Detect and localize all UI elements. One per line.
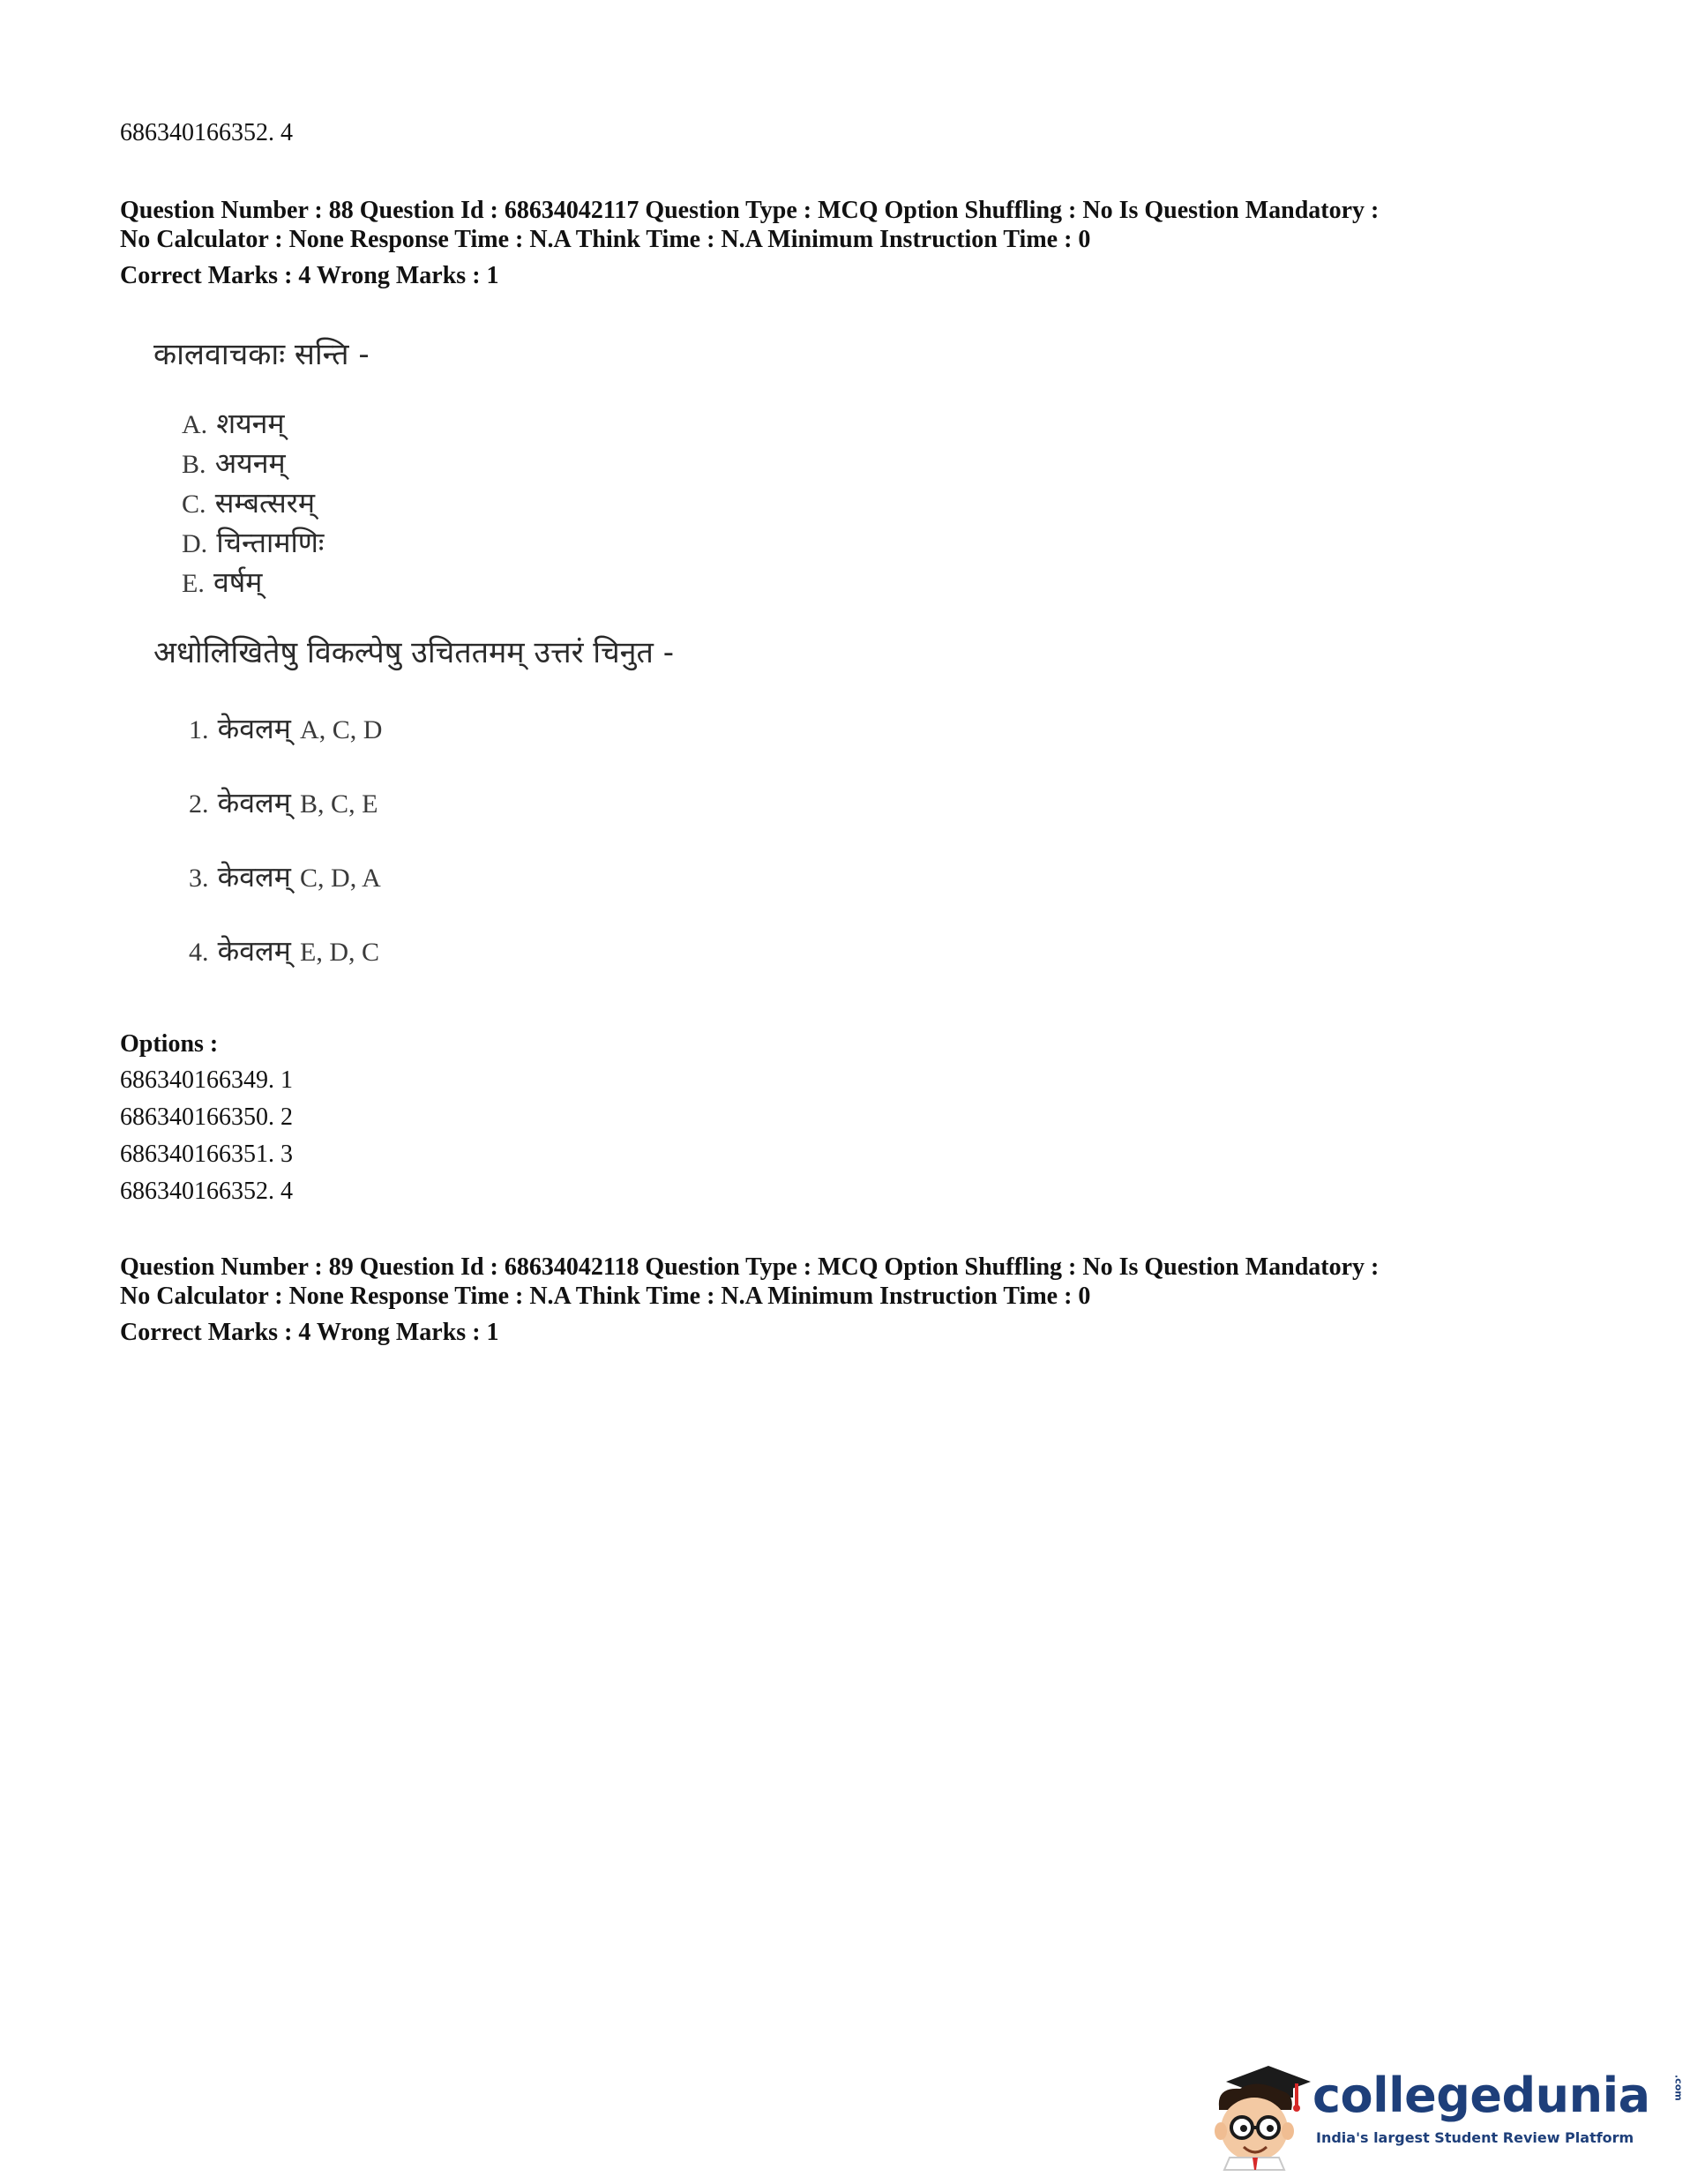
q88-options-label: Options : xyxy=(120,1030,219,1058)
q89-marks: Correct Marks : 4 Wrong Marks : 1 xyxy=(120,1319,499,1346)
choice-number: 2. xyxy=(189,789,209,819)
q88-header-line1: Question Number : 88 Question Id : 68634042117 Question Type : MCQ Option Shuffling : No Is Question Mandatory : xyxy=(120,197,1380,224)
q88-item-b xyxy=(182,444,286,484)
previous-option-line: 686340166352. 4 xyxy=(120,119,293,146)
item-text: वर्षम् xyxy=(213,565,263,599)
brand-name: collegedunia xyxy=(1312,2068,1650,2123)
q88-item-e xyxy=(182,563,262,603)
q88-item-a xyxy=(182,404,285,445)
q88-option-2: 686340166350. 2 xyxy=(120,1103,293,1131)
q88-choice-1 xyxy=(189,709,382,750)
item-label: A. xyxy=(182,410,208,439)
q88-instruction: अधोलिखितेषु विकल्पेषु उचिततमम् उत्तरं चिनुत - xyxy=(153,635,675,670)
choice-letters: B, C, E xyxy=(300,789,378,819)
choice-word: केवलम् xyxy=(217,786,291,819)
item-text: शयनम् xyxy=(216,407,285,440)
q88-item-d xyxy=(182,523,324,564)
collegedunia-logo xyxy=(1200,2055,1685,2170)
q88-choice-2 xyxy=(189,783,378,824)
brand-tld: .com xyxy=(1672,2075,1685,2101)
choice-letters: A, C, D xyxy=(300,715,383,744)
choice-word: केवलम् xyxy=(217,860,291,894)
logo-tagline: India's largest Student Review Platform xyxy=(1316,2129,1634,2146)
q88-stem: कालवाचकाः सन्ति - xyxy=(153,337,370,372)
item-label: C. xyxy=(182,490,206,519)
q88-choice-4 xyxy=(189,931,379,972)
item-label: D. xyxy=(182,529,208,558)
choice-letters: C, D, A xyxy=(300,864,381,893)
q88-question-image xyxy=(150,335,767,997)
q88-item-c xyxy=(182,483,315,524)
q88-choice-3 xyxy=(189,857,381,898)
choice-number: 1. xyxy=(189,715,209,744)
logo-brand xyxy=(1312,2069,1703,2122)
item-text: अयनम् xyxy=(214,446,286,480)
q88-marks: Correct Marks : 4 Wrong Marks : 1 xyxy=(120,262,499,289)
q88-option-3: 686340166351. 3 xyxy=(120,1141,293,1168)
choice-word: केवलम् xyxy=(217,712,291,745)
q88-header-line2: No Calculator : None Response Time : N.A Think Time : N.A Minimum Instruction Time : 0 xyxy=(120,226,1091,253)
item-label: B. xyxy=(182,450,206,479)
choice-letters: E, D, C xyxy=(300,938,380,967)
q89-header-line1: Question Number : 89 Question Id : 68634042118 Question Type : MCQ Option Shuffling : No Is Question Mandatory : xyxy=(120,1253,1380,1281)
q88-option-4: 686340166352. 4 xyxy=(120,1178,293,1205)
choice-number: 4. xyxy=(189,938,209,967)
choice-word: केवलम् xyxy=(217,934,291,968)
item-text: चिन्तामणिः xyxy=(216,526,325,559)
item-label: E. xyxy=(182,569,205,598)
choice-number: 3. xyxy=(189,864,209,893)
mascot-icon xyxy=(1200,2055,1314,2170)
q89-header-line2: No Calculator : None Response Time : N.A Think Time : N.A Minimum Instruction Time : 0 xyxy=(120,1283,1091,1310)
item-text: सम्बत्सरम् xyxy=(214,486,315,520)
q88-option-1: 686340166349. 1 xyxy=(120,1066,293,1094)
